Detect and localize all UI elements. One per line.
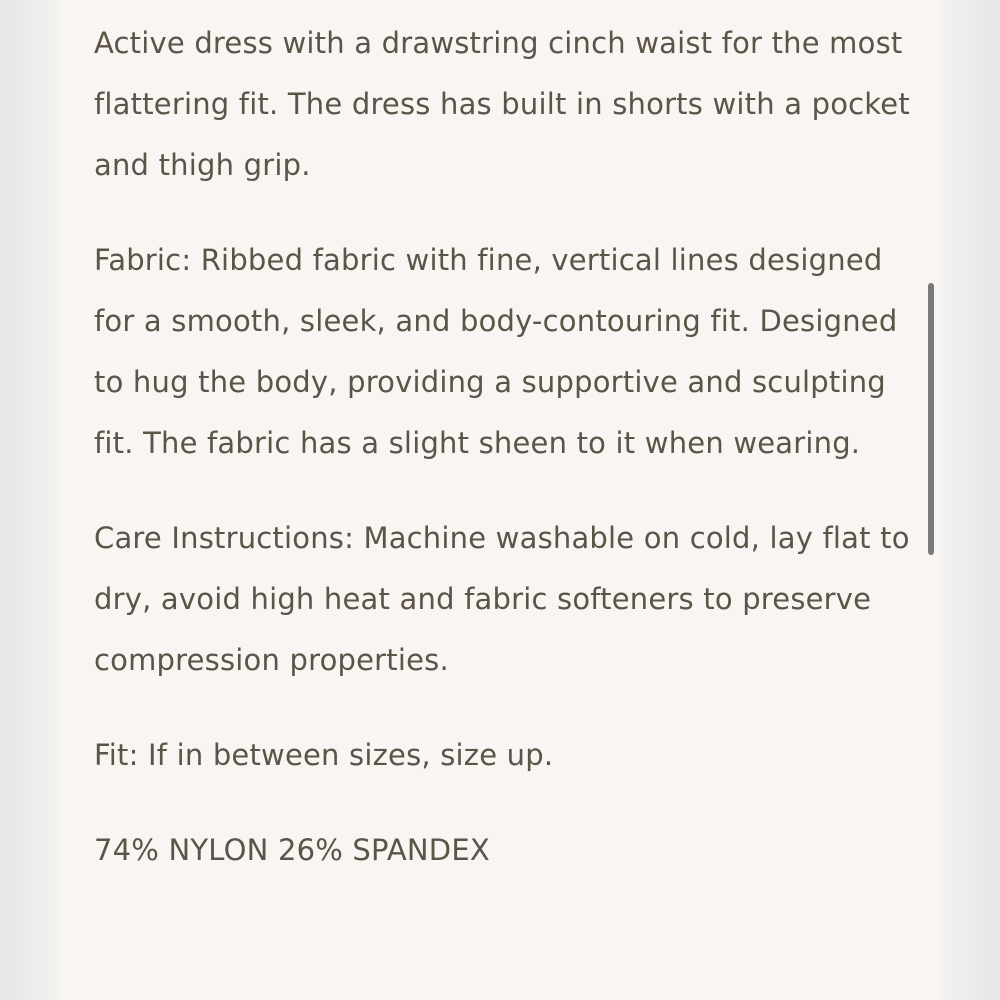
product-description-panel[interactable] xyxy=(60,0,940,1000)
fabric-details: Fabric: Ribbed fabric with fine, vertical lines designed for a smooth, sleek, and body-contouring fit. Designed to hug the body, providing a supportive and sculpting fit. The fabric has a slight sheen to it when wearing. xyxy=(94,243,898,460)
description-intro: Active dress with a drawstring cinch waist for the most flattering fit. The dress has built in shorts with a pocket and thigh grip. xyxy=(94,26,910,182)
product-description xyxy=(94,13,914,915)
fit-advice: Fit: If in between sizes, size up. xyxy=(94,738,554,772)
vertical-scrollbar[interactable] xyxy=(926,280,936,560)
scrollbar-thumb[interactable] xyxy=(928,283,934,555)
fabric-composition: 74% NYLON 26% SPANDEX xyxy=(94,833,490,867)
care-instructions: Care Instructions: Machine washable on cold, lay flat to dry, avoid high heat and fabric softeners to preserve compression properties. xyxy=(94,521,910,677)
